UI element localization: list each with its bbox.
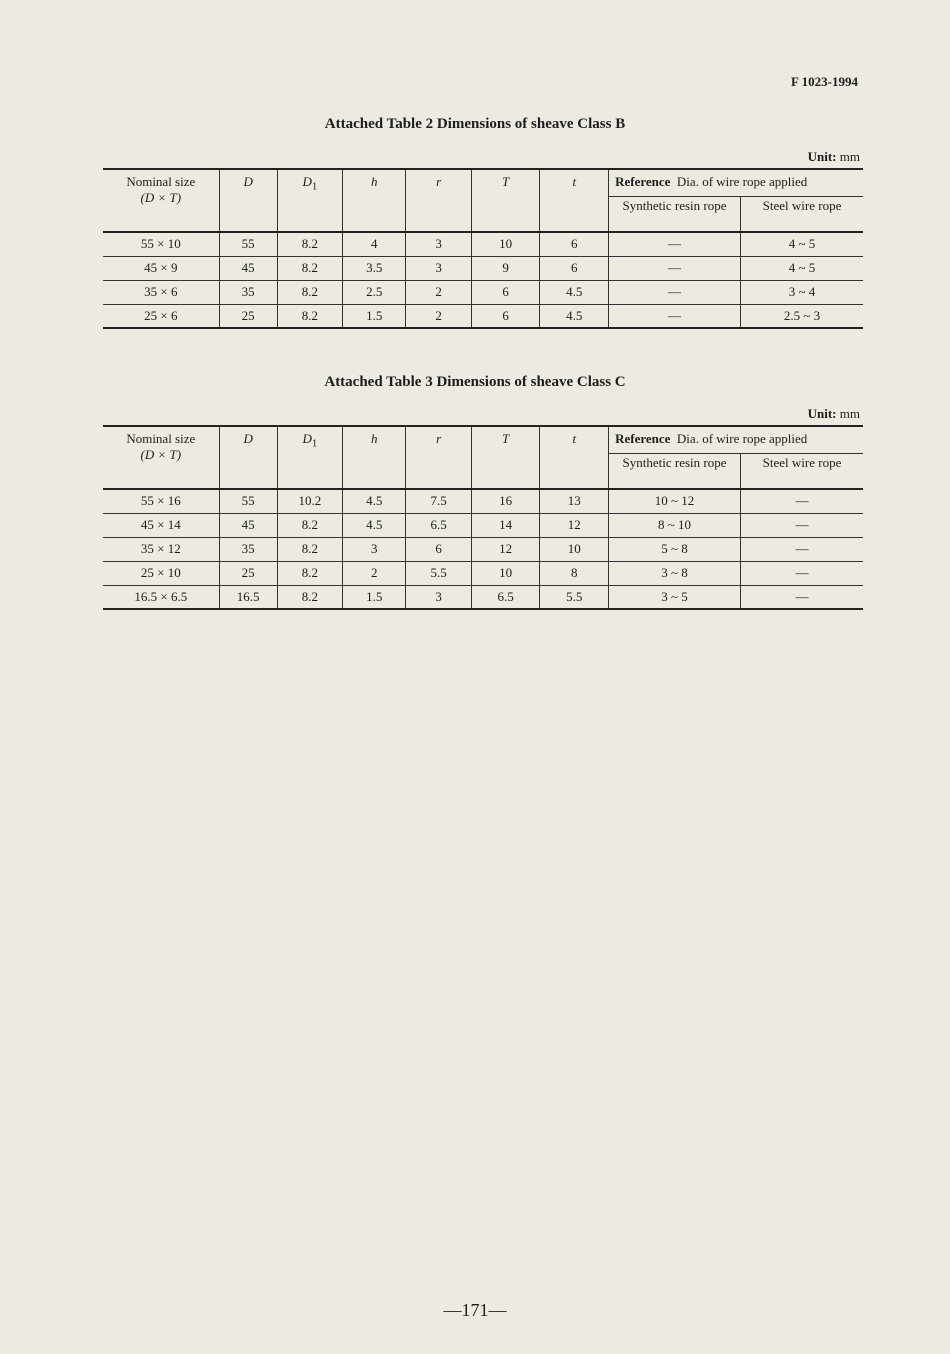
header-sub: 1 [311, 437, 318, 450]
table-cell: 55 × 10 [103, 232, 219, 256]
header-label: D [243, 174, 253, 189]
header-label: Dia. of wire rope applied [676, 174, 808, 189]
table-row [103, 256, 863, 280]
table-cell: 14 [471, 513, 540, 537]
table-cell: — [609, 232, 741, 256]
table-cell: 5.5 [406, 561, 471, 585]
col-D [219, 426, 277, 489]
unit-label: Unit: [807, 406, 837, 421]
table-cell: — [741, 537, 863, 561]
col-t [540, 169, 609, 232]
table-cell: 6 [540, 232, 609, 256]
table-cell: 3 ~ 8 [609, 561, 741, 585]
col-synthetic-resin-rope: Synthetic resin rope [609, 454, 741, 490]
table-cell: — [741, 561, 863, 585]
table-cell: — [609, 280, 741, 304]
table-cell: — [741, 513, 863, 537]
table-row [103, 489, 863, 513]
header-label: Nominal size [126, 174, 196, 189]
header-label: D [302, 174, 312, 189]
table-cell: 3 [343, 537, 406, 561]
table-cell: 2 [343, 561, 406, 585]
col-h [343, 169, 406, 232]
table-cell: 10 [471, 561, 540, 585]
col-reference [609, 169, 863, 197]
col-t [540, 426, 609, 489]
unit-value: mm [839, 406, 860, 421]
table-cell: 16.5 × 6.5 [103, 585, 219, 609]
table-cell: 45 × 9 [103, 256, 219, 280]
col-steel-wire-rope: Steel wire rope [741, 197, 863, 233]
header-label: h [371, 431, 378, 446]
table-cell: 45 × 14 [103, 513, 219, 537]
table-cell: 55 [219, 232, 277, 256]
table-cell: 55 [219, 489, 277, 513]
table2-title: Attached Table 2 Dimensions of sheave Class B [324, 116, 626, 132]
header-label: D [302, 431, 312, 446]
header-sub: (D × T) [140, 190, 182, 205]
table-cell: 35 × 12 [103, 537, 219, 561]
table-cell: 4 ~ 5 [741, 256, 863, 280]
table-cell: — [741, 489, 863, 513]
col-reference [609, 426, 863, 454]
table-cell: 4 [343, 232, 406, 256]
table-cell: 3 [406, 256, 471, 280]
col-nominal-size [103, 169, 219, 232]
table-cell: 6.5 [471, 585, 540, 609]
table-cell: 16 [471, 489, 540, 513]
header-label: T [502, 174, 510, 189]
col-nominal-size [103, 426, 219, 489]
table-cell: 3 ~ 5 [609, 585, 741, 609]
header-label: t [572, 174, 577, 189]
table-row [103, 537, 863, 561]
col-steel-wire-rope: Steel wire rope [741, 454, 863, 490]
table-cell: 8.2 [277, 232, 342, 256]
table-cell: — [609, 304, 741, 328]
table-cell: 2.5 ~ 3 [741, 304, 863, 328]
table-cell: 8 ~ 10 [609, 513, 741, 537]
table-cell: 4.5 [343, 513, 406, 537]
standard-number: F 1023-1994 [790, 74, 858, 89]
header-sub: (D × T) [140, 447, 182, 462]
table-cell: 6 [471, 280, 540, 304]
table-cell: 5 ~ 8 [609, 537, 741, 561]
header-label: t [572, 431, 577, 446]
table2-class-b [103, 168, 863, 329]
unit-label: Unit: [807, 149, 837, 164]
table-cell: 2 [406, 280, 471, 304]
col-r [406, 426, 471, 489]
table-cell: 3 ~ 4 [741, 280, 863, 304]
table-cell: 6.5 [406, 513, 471, 537]
table-cell: 8 [540, 561, 609, 585]
table-cell: 16.5 [219, 585, 277, 609]
table-cell: 12 [471, 537, 540, 561]
table-row [103, 513, 863, 537]
table-cell: 6 [406, 537, 471, 561]
table-cell: 8.2 [277, 537, 342, 561]
header-label: h [371, 174, 378, 189]
col-h [343, 426, 406, 489]
table-cell: 45 [219, 513, 277, 537]
col-D1 [277, 426, 342, 489]
table-cell: 10 [471, 232, 540, 256]
unit-value: mm [839, 149, 860, 164]
header-label: Dia. of wire rope applied [676, 431, 808, 446]
table-cell: 35 [219, 537, 277, 561]
table-cell: 3 [406, 232, 471, 256]
table-cell: 8.2 [277, 304, 342, 328]
table-cell: 10 [540, 537, 609, 561]
table-cell: 6 [471, 304, 540, 328]
col-synthetic-resin-rope: Synthetic resin rope [609, 197, 741, 233]
table-cell: 8.2 [277, 561, 342, 585]
table-cell: 8.2 [277, 256, 342, 280]
table3-class-c [103, 425, 863, 610]
table-cell: 4.5 [540, 280, 609, 304]
table-cell: 35 × 6 [103, 280, 219, 304]
header-label: r [436, 431, 442, 446]
table2-unit [808, 149, 860, 165]
col-T [471, 426, 540, 489]
table-cell: 10.2 [277, 489, 342, 513]
table-cell: 4 ~ 5 [741, 232, 863, 256]
table-cell: 7.5 [406, 489, 471, 513]
col-T [471, 169, 540, 232]
table-cell: 1.5 [343, 585, 406, 609]
col-r [406, 169, 471, 232]
col-D [219, 169, 277, 232]
table-cell: 55 × 16 [103, 489, 219, 513]
table-cell: 45 [219, 256, 277, 280]
header-label: D [243, 431, 253, 446]
table-cell: 25 × 10 [103, 561, 219, 585]
table-cell: 8.2 [277, 513, 342, 537]
table-cell: 13 [540, 489, 609, 513]
table-cell: 9 [471, 256, 540, 280]
table-cell: 6 [540, 256, 609, 280]
table-cell: 25 [219, 304, 277, 328]
table-cell: 4.5 [343, 489, 406, 513]
page-number: —171— [443, 1300, 507, 1320]
table-cell: 8.2 [277, 585, 342, 609]
table-cell: 4.5 [540, 304, 609, 328]
table-cell: 2 [406, 304, 471, 328]
table-cell: 5.5 [540, 585, 609, 609]
header-label: Reference [615, 431, 671, 446]
table-row [103, 232, 863, 256]
table-row [103, 585, 863, 609]
table-cell: 1.5 [343, 304, 406, 328]
table-cell: 12 [540, 513, 609, 537]
header-label: T [502, 431, 510, 446]
col-D1 [277, 169, 342, 232]
table-cell: — [609, 256, 741, 280]
header-label: r [436, 174, 442, 189]
table-cell: — [741, 585, 863, 609]
table-cell: 8.2 [277, 280, 342, 304]
table3-unit [808, 406, 860, 422]
header-sub: 1 [311, 180, 318, 193]
table-cell: 2.5 [343, 280, 406, 304]
table-cell: 25 × 6 [103, 304, 219, 328]
table-row [103, 280, 863, 304]
table-row [103, 561, 863, 585]
header-label: Nominal size [126, 431, 196, 446]
table-cell: 3 [406, 585, 471, 609]
table-row [103, 304, 863, 328]
table-cell: 10 ~ 12 [609, 489, 741, 513]
table3-title: Attached Table 3 Dimensions of sheave Class C [324, 374, 626, 390]
header-label: Reference [615, 174, 671, 189]
table-cell: 25 [219, 561, 277, 585]
table-cell: 35 [219, 280, 277, 304]
table-cell: 3.5 [343, 256, 406, 280]
